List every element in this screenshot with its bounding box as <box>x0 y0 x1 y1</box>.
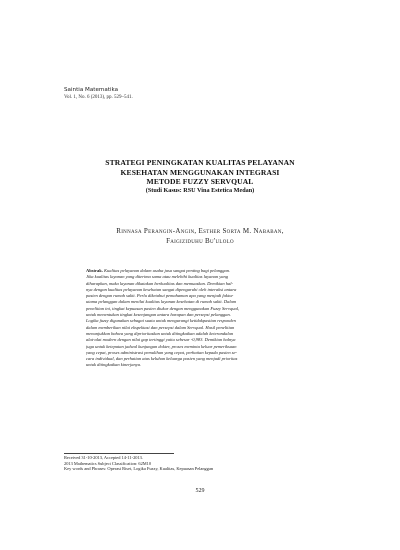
abstract-line: utama pelanggan dalam menilai kualitas layanan kesehatan di rumah sakit. Dalam <box>86 299 237 305</box>
title-line: KESEHATAN MENGGUNAKAN INTEGRASI <box>120 167 280 177</box>
abstract-line: juga untuk ketepatan jadwal kunjungan dokter, proses meminta keluar pemeriksaan <box>86 343 237 349</box>
paper-subtitle: (Studi Kasus: RSU Vina Estetica Medan) <box>145 186 255 194</box>
page-number: 529 <box>195 488 205 494</box>
author-line: Faigiziduhu Bu'ulolo <box>166 237 234 245</box>
abstract-line: menunjukkan bahwa yang diprioritaskan untuk ditingkatkan adalah keterandalan <box>86 330 234 336</box>
abstract-line: untuk ditingkatkan kinerjanya. <box>86 362 142 368</box>
abstract-line: Jika kualitas layanan yang diterima sama atau melebihi kualitas layanan yang <box>86 274 228 280</box>
journal-name: Saintia Matematika <box>64 87 119 93</box>
abstract-label: Abstrak. <box>86 268 103 273</box>
author-list <box>70 226 330 246</box>
footnote-keywords: Key words and Phrases: Operasi Riset, Logika Fuzzy, Kualitas, Kepuasan Pelanggan <box>64 466 214 472</box>
abstract-line: Logika fuzzy digunakan sebagai suatu untuk mengurangi ketidakpastian responden <box>86 318 236 324</box>
paper-title <box>60 158 340 195</box>
journal-volume-info: Vol. 1, No. 6 (2013), pp. 529–541. <box>64 95 133 100</box>
abstract-line: cara individual, dan perhatian atas keluhan keluarga pasien yang menjadi prioritas <box>86 356 238 362</box>
footnotes <box>64 455 344 472</box>
footnote-received: Received 31-10-2013, Accepted 14-11-2013. <box>64 455 143 460</box>
abstract-line: dalam memberikan nilai ekspektasi dan persepsi dalam Servqual. Hasil penelitian <box>86 324 235 330</box>
abstract-line: diharapkan, maka layanan dikatakan berkualitas dan memuaskan. Demikian hal- <box>86 280 233 286</box>
abstract-line: alat-alat modern dengan nilai gap tertinggi yaitu sebesar -0,983. Demikian halnya <box>86 337 236 343</box>
footnote-divider <box>64 453 174 454</box>
author-line: Rinnasa Perangin-Angin, Esther Sorta M. Nababan, <box>116 227 284 235</box>
footnote-msc: 2013 Mathematics Subject Classification: 62M10 <box>64 460 152 466</box>
abstract-line: Kualitas pelayanan dalam usaha jasa sangat penting bagi pelanggan. <box>104 268 231 273</box>
title-line: STRATEGI PENINGKATAN KUALITAS PELAYANAN <box>105 158 295 167</box>
abstract-line: penelitian ini, tingkat kepuasan pasien diukur dengan menggunakan Fuzzy Servqual, <box>86 305 240 311</box>
abstract-line: pasien dengan rumah sakit. Perlu diketahui pemahaman apa yang menjadi faktor <box>86 293 234 299</box>
abstract <box>86 268 314 369</box>
title-line: METODE FUZZY SERVQUAL <box>146 177 254 186</box>
abstract-line: untuk menentukan tingkat kesenjangan antara harapan dan persepsi pelanggan. <box>86 312 231 318</box>
abstract-line: nya dengan kualitas pelayanan kesehatan sangat dipengaruhi oleh interaksi antara <box>86 286 237 292</box>
abstract-line: yang cepat, proses administrasi pemulihan yang cepat, perhatian kepada pasien se- <box>86 349 237 355</box>
